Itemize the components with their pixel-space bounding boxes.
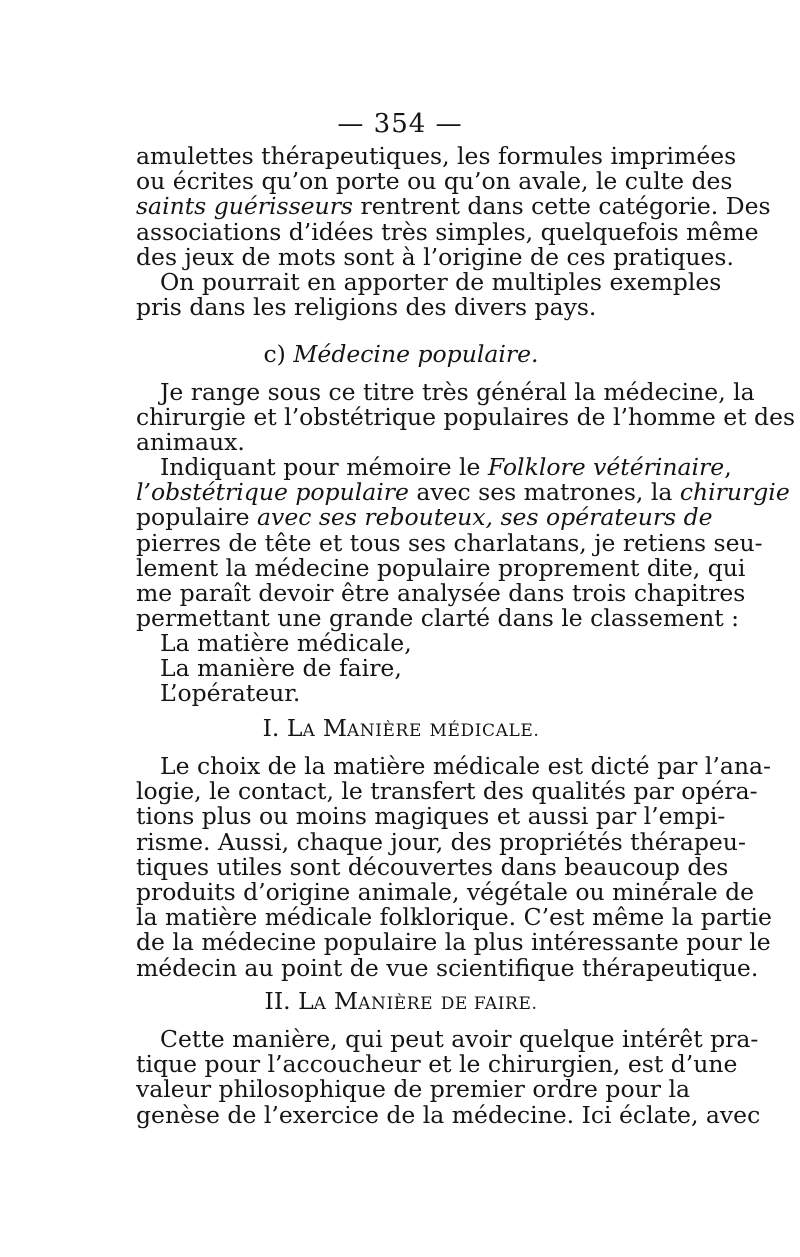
italic-text: saints guérisseurs <box>136 192 353 221</box>
text-line: logie, le contact, le transfert des qualités par opéra- <box>136 777 758 806</box>
text-line: produits d’origine animale, végétale ou minérale de <box>136 878 755 907</box>
italic-text: l’obstétrique populaire <box>136 478 409 507</box>
text-line: pris dans les religions des divers pays. <box>136 293 597 322</box>
text-line: risme. Aussi, chaque jour, des propriétés thérapeu- <box>136 827 746 856</box>
text-line: saints guérisseurs rentrent dans cette catégorie. Des <box>136 192 771 221</box>
text-line: amulettes thérapeutiques, les formules imprimées <box>136 142 737 170</box>
text-line: chirurgie et l’obstétrique populaires de l’homme et des <box>136 403 796 432</box>
text-line: valeur philosophique de premier ordre pour la <box>136 1075 690 1104</box>
text-line: On pourrait en apporter de multiples exemples <box>160 268 722 297</box>
list-item: La matière médicale, <box>160 629 412 657</box>
text-line: populaire avec ses rebouteux, ses opérateurs de <box>136 503 713 532</box>
text-line: me paraît devoir être analysée dans trois chapitres <box>136 579 746 608</box>
text-line: la matière médicale folklorique. C’est même la partie <box>136 903 772 932</box>
heading-label: c) <box>263 340 286 368</box>
paragraph-c1 <box>136 378 796 457</box>
paragraph-2 <box>136 1025 761 1129</box>
italic-text: avec ses rebouteux, ses opérateurs de <box>249 503 713 532</box>
text-line: tions plus ou moins magiques et aussi par l’empi- <box>136 802 726 831</box>
intro-paragraph <box>136 142 771 322</box>
chapters-list <box>136 631 666 707</box>
section-1-heading: I. LA MANIÈRE MÉDICALE. <box>262 714 540 742</box>
list-item: La manière de faire, <box>160 654 402 683</box>
heading-title: Médecine populaire. <box>293 340 539 368</box>
text-line: genèse de l’exercice de la médecine. Ici éclate, avec <box>136 1100 761 1129</box>
paragraph-c2 <box>136 453 790 633</box>
text-line: des jeux de mots sont à l’origine de ces pratiques. <box>136 242 734 271</box>
text-line: médecin au point de vue scientifique thérapeutique. <box>136 953 759 982</box>
text-line: ou écrites qu’on porte ou qu’on avale, le culte des <box>136 167 733 196</box>
text-line: de la médecine populaire la plus intéressante pour le <box>136 928 771 957</box>
text-line: lement la médecine populaire proprement dite, qui <box>136 553 746 582</box>
text-line: permettant une grande clarté dans le classement : <box>136 604 740 633</box>
list-item: L’opérateur. <box>160 679 301 708</box>
section-c-heading <box>136 342 666 367</box>
italic-text: chirurgie <box>679 478 790 507</box>
section-2-heading: II. LA MANIÈRE DE FAIRE. <box>264 987 538 1015</box>
text-line: pierres de tête et tous ses charlatans, je retiens seu- <box>136 528 763 557</box>
text-line: Le choix de la matière médicale est dicté par l’ana- <box>160 752 771 780</box>
text-line: l’obstétrique populaire avec ses matrones, la chirurgie <box>136 478 790 507</box>
paragraph-1 <box>136 752 772 982</box>
text-line: Indiquant pour mémoire le Folklore vétérinaire, <box>160 453 732 481</box>
page-number: — 354 — <box>337 109 463 139</box>
text-line: animaux. <box>136 428 245 457</box>
italic-text: Folklore vétérinaire <box>487 453 725 481</box>
text-line: Cette manière, qui peut avoir quelque intérêt pra- <box>160 1025 759 1053</box>
text-line: tique pour l’accoucheur et le chirurgien, est d’une <box>136 1050 738 1079</box>
text-line: Je range sous ce titre très général la médecine, la <box>160 378 755 406</box>
text-line: tiques utiles sont découvertes dans beaucoup des <box>136 852 729 881</box>
text-line: associations d’idées très simples, quelquefois même <box>136 217 759 246</box>
